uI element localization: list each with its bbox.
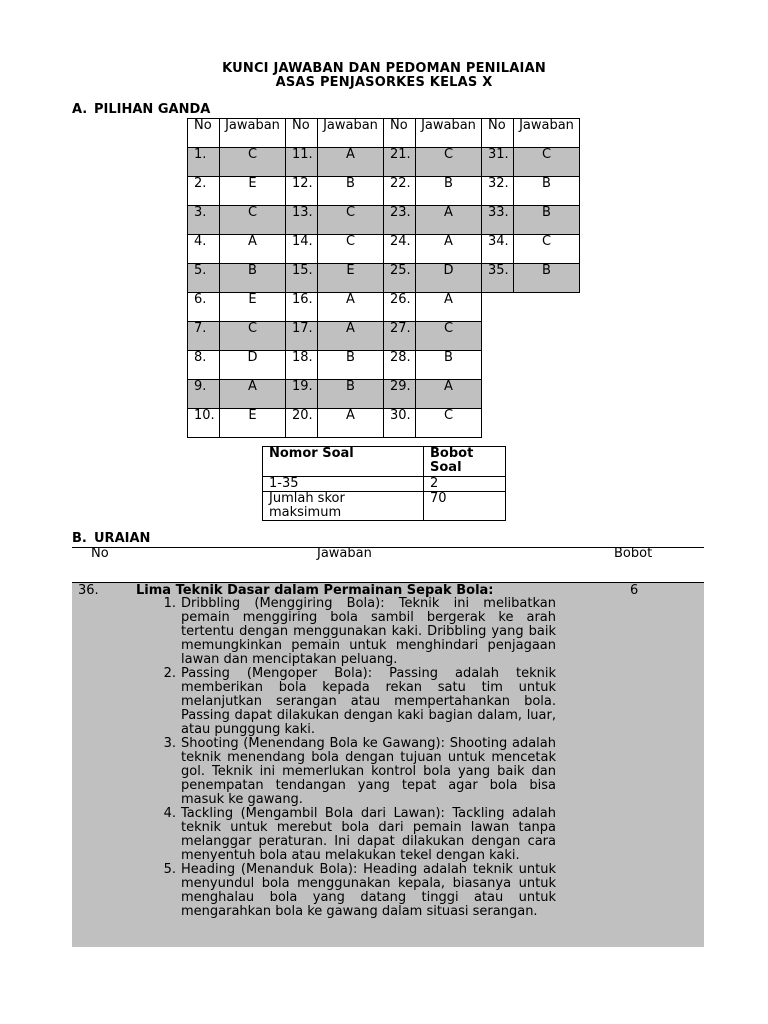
answer-number: 31. xyxy=(482,148,514,177)
list-item: 3. Shooting (Menendang Bola ke Gawang): Shooting adalah teknik menendang bola dengan tujuan untuk mencetak gol. Teknik ini memerlukan kontrol bola yang baik dan penempatan tendangan yang tepat agar bola bisa masuk ke gawang. xyxy=(163,736,556,807)
answer-number: 32. xyxy=(482,177,514,206)
answer-letter: C xyxy=(220,206,286,235)
answer-key-header-jawaban: Jawaban xyxy=(416,119,482,148)
score-row2-value: 70 xyxy=(424,492,506,521)
answer-letter: A xyxy=(416,380,482,409)
answer-number: 34. xyxy=(482,235,514,264)
answer-list xyxy=(156,597,556,919)
table-row xyxy=(188,206,580,235)
table-row xyxy=(188,177,580,206)
empty-cell xyxy=(514,409,580,438)
section-b-title: URAIAN xyxy=(94,531,151,546)
answer-letter: B xyxy=(318,177,384,206)
document-subtitle: ASAS PENJASORKES KELAS X xyxy=(275,75,493,90)
table-row xyxy=(188,293,580,322)
answer-number: 19. xyxy=(286,380,318,409)
empty-cell xyxy=(514,293,580,322)
answer-letter: A xyxy=(416,206,482,235)
uraian-col-bobot: Bobot xyxy=(614,546,653,561)
empty-cell xyxy=(514,351,580,380)
list-item-text: Dribbling (Menggiring Bola): Teknik ini melibatkan pemain menggiring bola sambil bergerak ke arah tertentu dengan menggunakan kaki. Dribbling yang baik memungkinkan pemain untuk menghindari penjagaan lawan dan menciptakan peluang. xyxy=(181,596,556,667)
answer-letter: A xyxy=(318,322,384,351)
answer-number: 14. xyxy=(286,235,318,264)
answer-number: 5. xyxy=(188,264,220,293)
answer-letter: A xyxy=(416,235,482,264)
score-table xyxy=(262,446,506,521)
answer-number: 11. xyxy=(286,148,318,177)
score-row xyxy=(263,492,506,521)
answer-letter: B xyxy=(514,177,580,206)
answer-letter: C xyxy=(220,148,286,177)
answer-key-header-jawaban: Jawaban xyxy=(514,119,580,148)
answer-letter: B xyxy=(318,380,384,409)
score-row1-value: 2 xyxy=(424,477,506,492)
answer-number: 15. xyxy=(286,264,318,293)
answer-key-header-no: No xyxy=(286,119,318,148)
answer-letter: A xyxy=(318,148,384,177)
answer-number: 29. xyxy=(384,380,416,409)
table-row xyxy=(188,322,580,351)
uraian-top-rule xyxy=(72,547,704,548)
answer-letter: D xyxy=(220,351,286,380)
answer-letter: C xyxy=(318,206,384,235)
score-row2-label: Jumlah skor maksimum xyxy=(263,492,424,521)
table-row xyxy=(188,264,580,293)
answer-letter: C xyxy=(416,322,482,351)
answer-number: 23. xyxy=(384,206,416,235)
answer-number: 26. xyxy=(384,293,416,322)
answer-number: 18. xyxy=(286,351,318,380)
answer-number: 28. xyxy=(384,351,416,380)
score-header-nomor: Nomor Soal xyxy=(263,447,424,477)
answer-letter: B xyxy=(416,351,482,380)
answer-letter: A xyxy=(416,293,482,322)
score-table-header xyxy=(263,447,506,477)
answer-letter: E xyxy=(220,293,286,322)
answer-number: 6. xyxy=(188,293,220,322)
answer-letter: B xyxy=(416,177,482,206)
table-row xyxy=(188,148,580,177)
list-item-text: Heading (Menanduk Bola): Heading adalah teknik untuk menyundul bola menggunakan kepala, biasanya untuk menghalau bola yang datang tinggi atau untuk mengarahkan bola ke gawang dalam situasi serangan. xyxy=(181,862,556,919)
answer-letter: A xyxy=(318,409,384,438)
answer-number: 7. xyxy=(188,322,220,351)
answer-letter: A xyxy=(318,293,384,322)
document-title: KUNCI JAWABAN DAN PEDOMAN PENILAIAN xyxy=(222,61,546,76)
answer-letter: E xyxy=(220,409,286,438)
answer-number: 8. xyxy=(188,351,220,380)
empty-cell xyxy=(514,322,580,351)
answer-key-header-no: No xyxy=(384,119,416,148)
answer-number: 21. xyxy=(384,148,416,177)
answer-letter: C xyxy=(416,148,482,177)
answer-number: 27. xyxy=(384,322,416,351)
list-item-text: Shooting (Menendang Bola ke Gawang): Shooting adalah teknik menendang bola dengan tujuan untuk mencetak gol. Teknik ini memerlukan kontrol bola yang baik dan penempatan tendangan yang tepat agar bola bisa masuk ke gawang. xyxy=(181,736,556,807)
answer-number: 13. xyxy=(286,206,318,235)
answer-letter: E xyxy=(220,177,286,206)
answer-letter: B xyxy=(220,264,286,293)
empty-cell xyxy=(514,380,580,409)
answer-number: 12. xyxy=(286,177,318,206)
section-b-heading xyxy=(72,531,150,546)
answer-letter: A xyxy=(220,235,286,264)
empty-cell xyxy=(482,351,514,380)
question-heading: Lima Teknik Dasar dalam Permainan Sepak Bola: xyxy=(136,583,494,598)
table-row xyxy=(188,235,580,264)
list-item-text: Passing (Mengoper Bola): Passing adalah teknik memberikan bola kepada rekan satu tim untuk melanjutkan serangan atau mempertahankan bola. Passing dapat dilakukan dengan kaki bagian dalam, luar, atau punggung kaki. xyxy=(181,666,556,737)
answer-key-header-no: No xyxy=(188,119,220,148)
answer-number: 35. xyxy=(482,264,514,293)
section-a-letter: A. xyxy=(72,102,88,117)
list-item: 1. Dribbling (Menggiring Bola): Teknik ini melibatkan pemain menggiring bola sambil bergerak ke arah tertentu dengan menggunakan kaki. Dribbling yang baik memungkinkan pemain untuk menghindari penjagaan lawan dan menciptakan peluang. xyxy=(163,596,556,667)
answer-number: 33. xyxy=(482,206,514,235)
section-a-heading xyxy=(72,102,210,117)
section-a-title: PILIHAN GANDA xyxy=(94,102,211,117)
list-item: 2. Passing (Mengoper Bola): Passing adalah teknik memberikan bola kepada rekan satu tim untuk melanjutkan serangan atau mempertahankan bola. Passing dapat dilakukan dengan kaki bagian dalam, luar, atau punggung kaki. xyxy=(163,666,556,737)
answer-number: 4. xyxy=(188,235,220,264)
answer-letter: C xyxy=(318,235,384,264)
answer-letter: B xyxy=(514,206,580,235)
answer-key-header-no: No xyxy=(482,119,514,148)
answer-number: 30. xyxy=(384,409,416,438)
answer-number: 16. xyxy=(286,293,318,322)
answer-letter: B xyxy=(514,264,580,293)
answer-number: 24. xyxy=(384,235,416,264)
question-number: 36. xyxy=(78,583,99,598)
answer-key-header-jawaban: Jawaban xyxy=(220,119,286,148)
table-row xyxy=(188,380,580,409)
answer-letter: D xyxy=(416,264,482,293)
answer-key-table xyxy=(187,118,580,438)
answer-letter: C xyxy=(514,148,580,177)
empty-cell xyxy=(482,409,514,438)
empty-cell xyxy=(482,322,514,351)
list-item: 4. Tackling (Mengambil Bola dari Lawan): Tackling adalah teknik untuk merebut bola dari pemain lawan tanpa melanggar peraturan. Ini dapat dilakukan dengan cara menyentuh bola atau melakukan tekel dengan kaki. xyxy=(163,806,556,863)
answer-number: 17. xyxy=(286,322,318,351)
uraian-col-jawaban: Jawaban xyxy=(317,546,372,561)
answer-number: 9. xyxy=(188,380,220,409)
uraian-col-no: No xyxy=(91,546,109,561)
answer-number: 3. xyxy=(188,206,220,235)
score-row xyxy=(263,477,506,492)
question-bobot: 6 xyxy=(630,583,639,598)
answer-number: 25. xyxy=(384,264,416,293)
empty-cell xyxy=(482,380,514,409)
empty-cell xyxy=(482,293,514,322)
list-item-text: Tackling (Mengambil Bola dari Lawan): Tackling adalah teknik untuk merebut bola dari pemain lawan tanpa melanggar peraturan. Ini dapat dilakukan dengan cara menyentuh bola atau melakukan tekel dengan kaki. xyxy=(181,806,556,863)
answer-key-header-jawaban: Jawaban xyxy=(318,119,384,148)
table-row xyxy=(188,409,580,438)
list-item: 5. Heading (Menanduk Bola): Heading adalah teknik untuk menyundul bola menggunakan kepala, biasanya untuk menghalau bola yang datang tinggi atau untuk mengarahkan bola ke gawang dalam situasi serangan. xyxy=(163,862,556,919)
section-b-letter: B. xyxy=(72,531,87,546)
answer-letter: C xyxy=(220,322,286,351)
answer-letter: C xyxy=(416,409,482,438)
answer-letter: B xyxy=(318,351,384,380)
answer-number: 10. xyxy=(188,409,220,438)
table-row xyxy=(188,351,580,380)
answer-number: 1. xyxy=(188,148,220,177)
answer-number: 22. xyxy=(384,177,416,206)
answer-letter: E xyxy=(318,264,384,293)
answer-number: 20. xyxy=(286,409,318,438)
score-header-bobot: Bobot Soal xyxy=(424,447,506,477)
score-row1-label: 1-35 xyxy=(263,477,424,492)
answer-key-header xyxy=(188,119,580,148)
answer-letter: C xyxy=(514,235,580,264)
answer-letter: A xyxy=(220,380,286,409)
answer-number: 2. xyxy=(188,177,220,206)
